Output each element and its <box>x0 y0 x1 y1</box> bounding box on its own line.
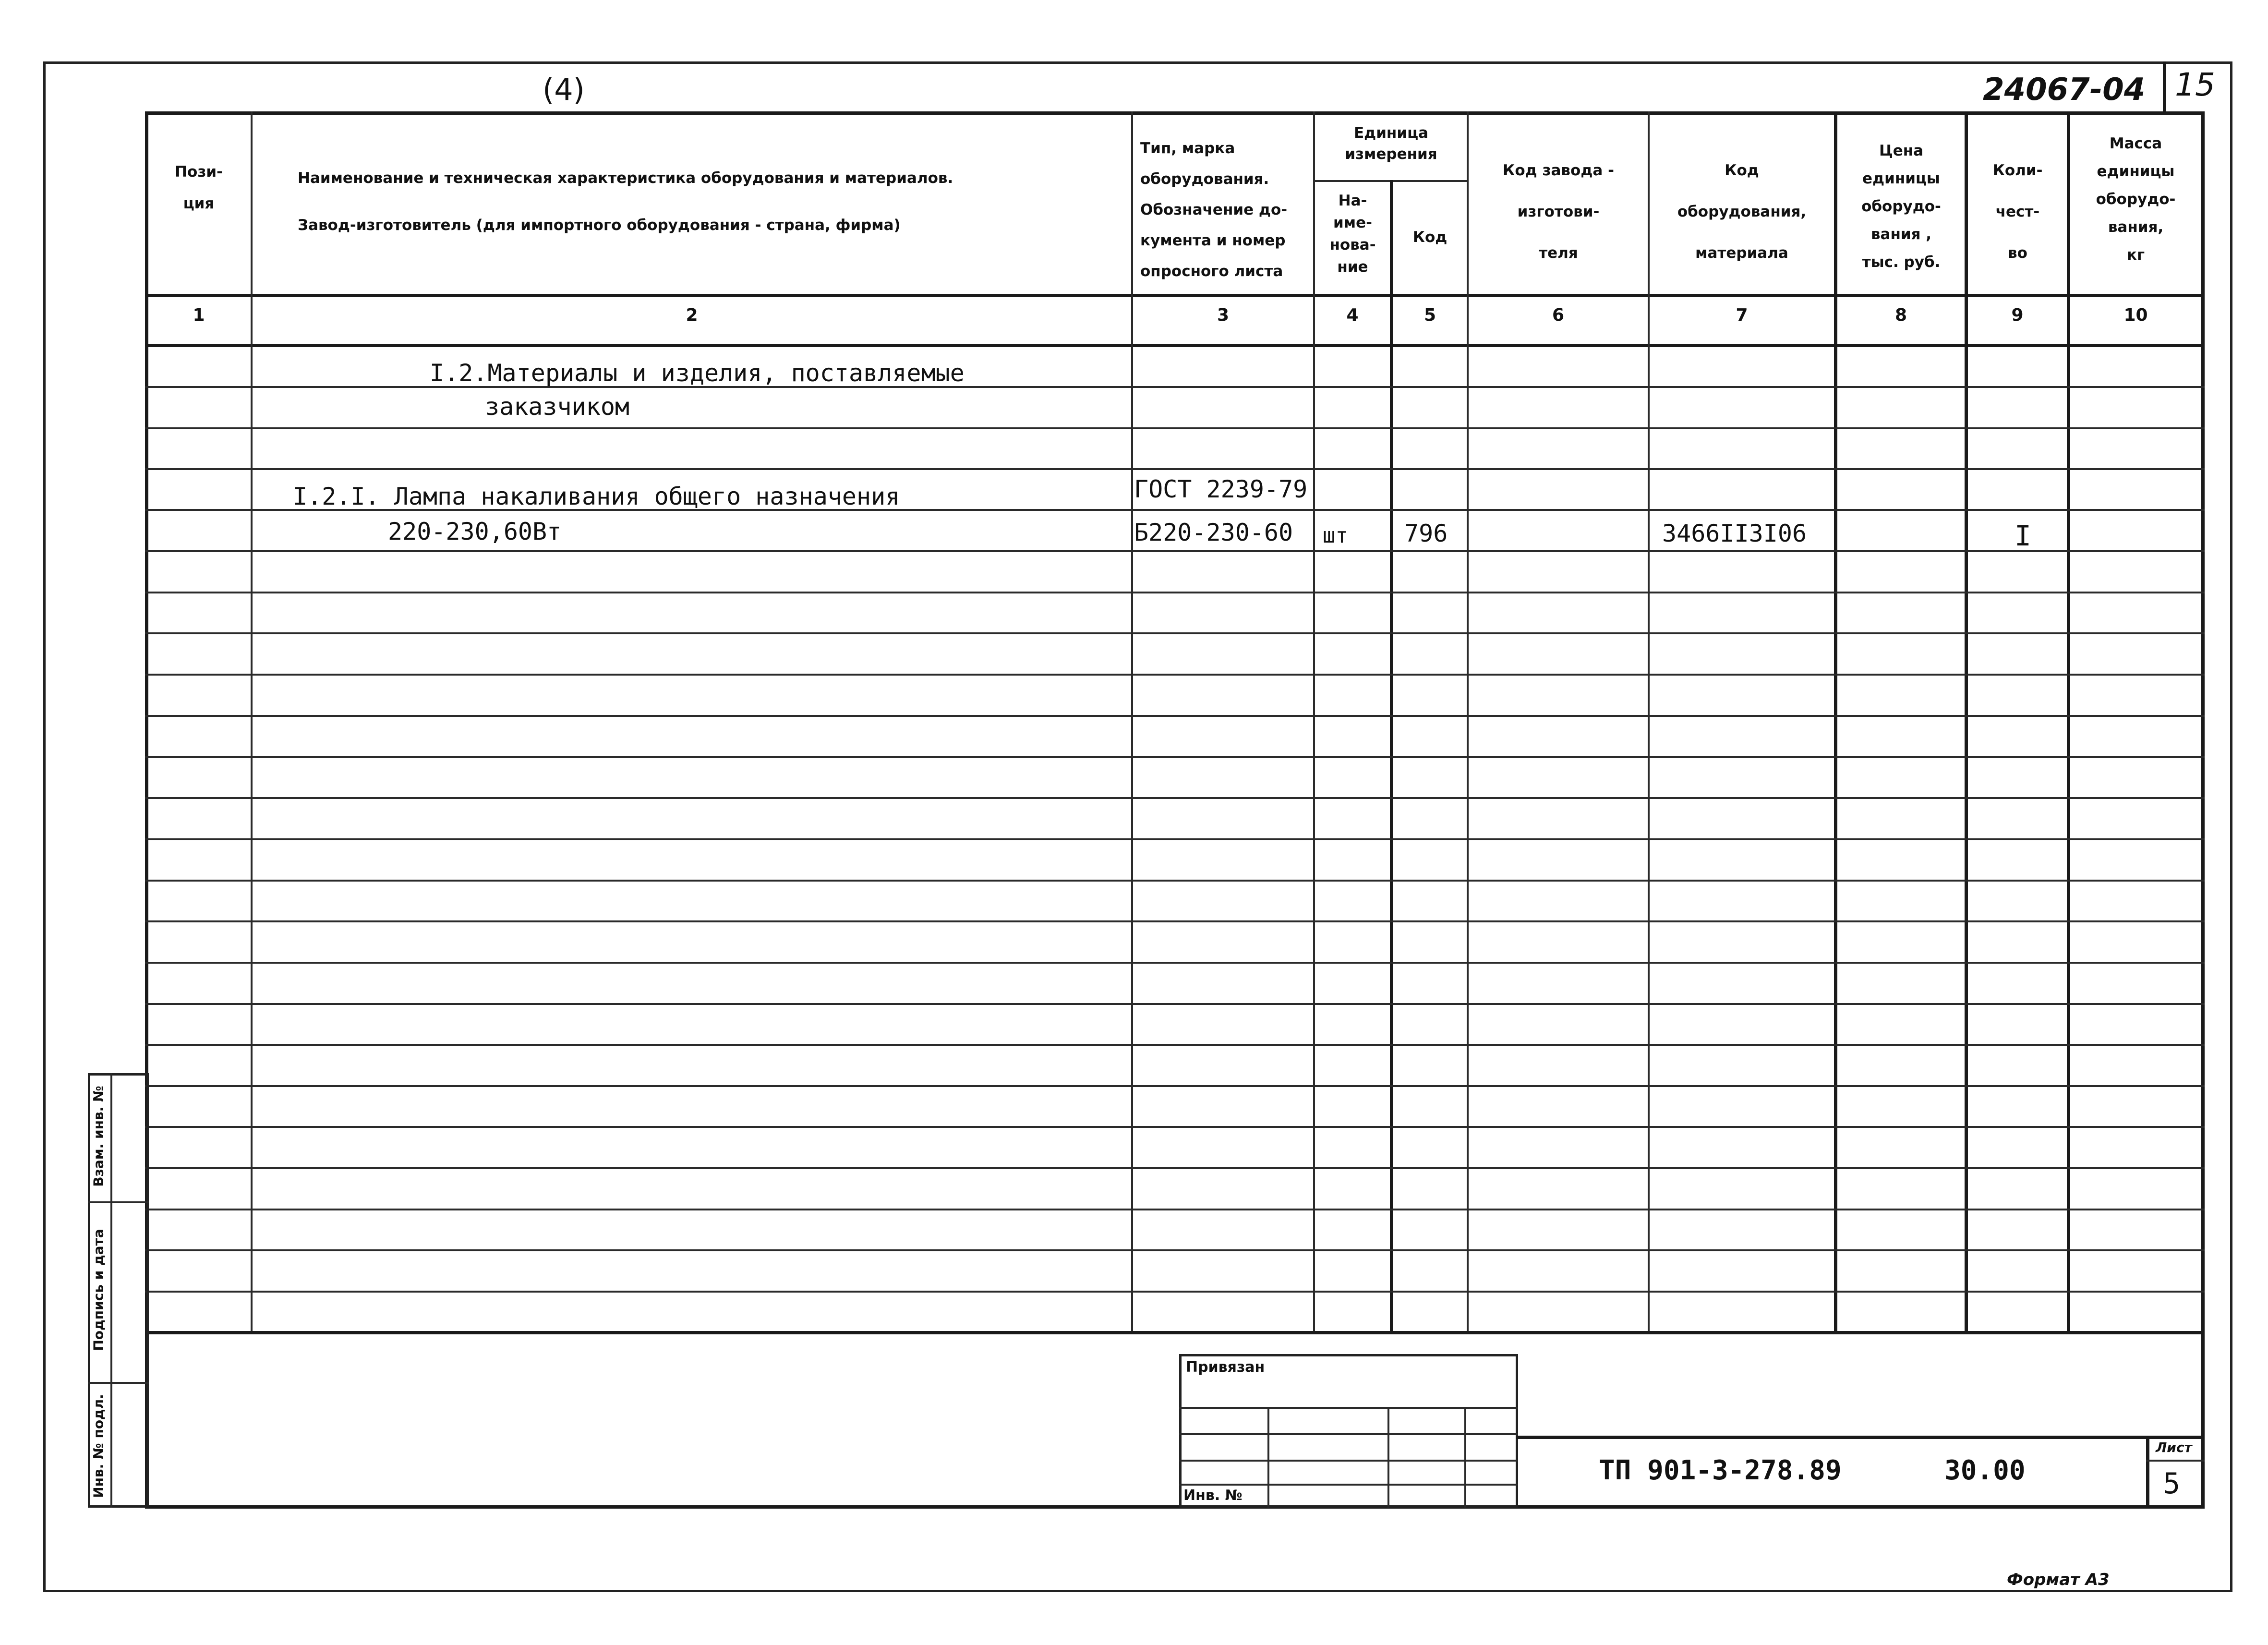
row-line <box>145 838 2205 840</box>
privyazan-row3 <box>1179 1460 1518 1462</box>
header-col8-line5: тыс. руб. <box>1862 254 1941 271</box>
header-unit-line2: измерения <box>1345 145 1437 163</box>
header-col3-line2: оборудования. <box>1140 170 1269 188</box>
col-number-8: 8 <box>1894 305 1907 325</box>
header-unit-group <box>1315 122 1467 165</box>
header-col7-line3: материала <box>1695 244 1788 262</box>
item-qty: I <box>2015 520 2031 552</box>
header-col8 <box>1838 137 1965 276</box>
header-col8-line3: оборудо- <box>1861 198 1941 215</box>
header-col5: Код <box>1412 229 1448 246</box>
page-marker: (4) <box>543 72 585 107</box>
privyazan-row4 <box>1179 1484 1518 1486</box>
col-number-9: 9 <box>2011 305 2024 325</box>
row-line <box>145 715 2205 717</box>
item-name-line2: 220-230,60Вт <box>388 518 562 545</box>
col-number-6: 6 <box>1552 305 1565 325</box>
outer-frame <box>43 61 2232 1592</box>
col-number-2: 2 <box>686 305 698 325</box>
table-body-bottom <box>145 1331 2205 1334</box>
header-col6 <box>1469 150 1648 274</box>
header-col4-line1: На- <box>1338 192 1367 209</box>
item-unit-code: 796 <box>1404 520 1448 547</box>
header-col8-line4: вания , <box>1870 226 1932 243</box>
privyazan-col3 <box>1464 1407 1466 1508</box>
header-col7 <box>1650 150 1834 274</box>
table-bottom-border <box>145 1505 2205 1509</box>
header-col6-line3: теля <box>1539 244 1578 262</box>
privyazan-label: Привязан <box>1186 1359 1265 1376</box>
privyazan-col1 <box>1267 1407 1269 1508</box>
item-code: 3466II3I06 <box>1662 520 1807 547</box>
row-line <box>145 1044 2205 1046</box>
row-line <box>145 632 2205 634</box>
row-line <box>145 920 2205 922</box>
header-unit-line1: Единица <box>1354 124 1428 142</box>
header-col3-line5: опросного листа <box>1140 263 1283 280</box>
header-col10-line4: вания, <box>2108 218 2164 236</box>
header-col8-line2: единицы <box>1862 170 1940 187</box>
col-line-6 <box>1648 111 1650 1334</box>
col-number-7: 7 <box>1736 305 1748 325</box>
row-line <box>145 1167 2205 1169</box>
title-main-top <box>1516 1436 2205 1439</box>
item-standard: ГОСТ 2239-79 <box>1134 475 1308 503</box>
item-unit: шт <box>1323 523 1348 548</box>
row-line <box>145 1291 2205 1293</box>
col-line-9 <box>2067 111 2070 1334</box>
header-col8-line1: Цена <box>1879 142 1924 159</box>
section-title-line1: I.2.Материалы и изделия, поставляемые <box>430 359 965 387</box>
row-line <box>145 1209 2205 1210</box>
header-col7-line1: Код <box>1725 162 1759 179</box>
row-line <box>145 1085 2205 1087</box>
header-col10-line3: оборудо- <box>2096 191 2176 208</box>
header-col4-line4: ние <box>1337 258 1368 276</box>
col-line-8 <box>1965 111 1968 1334</box>
col-line-2 <box>1131 111 1133 1334</box>
row-line <box>145 427 2205 429</box>
number-row-bottom-line <box>145 344 2205 347</box>
item-name-line1: I.2.I. Лампа накаливания общего назначения <box>293 483 900 510</box>
header-col4-line3: нова- <box>1329 236 1376 254</box>
header-col2-line2: Завод-изготовитель (для импортного оборудования - страна, фирма) <box>298 217 901 234</box>
privyazan-col2 <box>1387 1407 1389 1508</box>
row-line <box>145 880 2205 882</box>
row-line <box>145 1249 2205 1251</box>
header-col6-line1: Код завода - <box>1503 162 1614 179</box>
title-list-divider <box>2146 1436 2149 1508</box>
header-col3-line1: Тип, марка <box>1140 140 1235 157</box>
header-col1-line1: Пози- <box>175 163 223 181</box>
header-col3 <box>1140 133 1308 287</box>
col-line-3 <box>1313 111 1315 1334</box>
header-col6-line2: изготови- <box>1517 203 1600 220</box>
list-label: Лист <box>2156 1439 2192 1455</box>
header-col4 <box>1315 190 1390 278</box>
col-line-1 <box>251 111 253 1334</box>
row-line <box>145 962 2205 964</box>
sheet-box-left <box>2163 61 2166 115</box>
row-line <box>145 592 2205 593</box>
header-col10-line2: единицы <box>2097 163 2175 180</box>
col-number-3: 3 <box>1217 305 1230 325</box>
inv-no-label: Инв. № <box>1183 1487 1243 1504</box>
item-type: Б220-230-60 <box>1134 519 1293 546</box>
table-right-border <box>2201 111 2205 1509</box>
col-number-5: 5 <box>1424 305 1436 325</box>
row-line <box>145 797 2205 799</box>
row-line <box>145 674 2205 676</box>
header-col9-line3: во <box>2008 244 2027 262</box>
row-line <box>145 1126 2205 1128</box>
header-col1-line2: ция <box>183 195 215 212</box>
header-col10-line5: кг <box>2126 246 2145 264</box>
col-number-10: 10 <box>2123 305 2148 325</box>
section-code: 30.00 <box>1944 1455 2026 1486</box>
col-line-7 <box>1834 111 1837 1334</box>
side-inv-label: Инв. № подл. <box>90 1394 107 1498</box>
col-number-4: 4 <box>1346 305 1359 325</box>
header-bottom-line <box>145 294 2205 297</box>
header-col9-line2: чест- <box>1995 203 2040 220</box>
title-list-sub <box>2146 1460 2205 1462</box>
table-top-border <box>145 111 2205 115</box>
row-line <box>145 1003 2205 1005</box>
col-number-1: 1 <box>193 305 205 325</box>
list-number: 5 <box>2163 1467 2181 1500</box>
format-label: Формат А3 <box>2007 1570 2110 1589</box>
col-line-5 <box>1467 111 1469 1334</box>
side-vzam-label: Взам. инв. № <box>90 1086 107 1187</box>
side-podpis-label: Подпись и дата <box>90 1229 107 1351</box>
doc-number: 24067-04 <box>1983 72 2146 108</box>
header-col9-line1: Коли- <box>1992 162 2043 179</box>
side-stamp-line1 <box>88 1201 149 1203</box>
header-col10-line1: Масса <box>2109 135 2162 152</box>
privyazan-row2 <box>1179 1433 1518 1435</box>
header-col4-line2: име- <box>1333 214 1372 231</box>
row-line <box>145 550 2205 552</box>
privyazan-row1 <box>1179 1407 1518 1409</box>
side-stamp-divider <box>110 1073 112 1508</box>
header-col10 <box>2070 130 2201 269</box>
header-col9 <box>1968 150 2067 274</box>
header-col2-line1: Наименование и техническая характеристика оборудования и материалов. <box>298 169 953 187</box>
header-col2 <box>298 155 1123 249</box>
section-title-line2: заказчиком <box>485 393 630 421</box>
header-col3-line3: Обозначение до- <box>1140 201 1288 218</box>
header-col3-line4: кумента и номер <box>1140 232 1286 249</box>
sheet-number: 15 <box>2175 66 2215 103</box>
doc-code: ТП 901-3-278.89 <box>1599 1455 1842 1486</box>
header-col7-line2: оборудования, <box>1677 203 1807 220</box>
row-line <box>145 468 2205 470</box>
row-line <box>145 756 2205 758</box>
header-col1 <box>147 156 251 219</box>
